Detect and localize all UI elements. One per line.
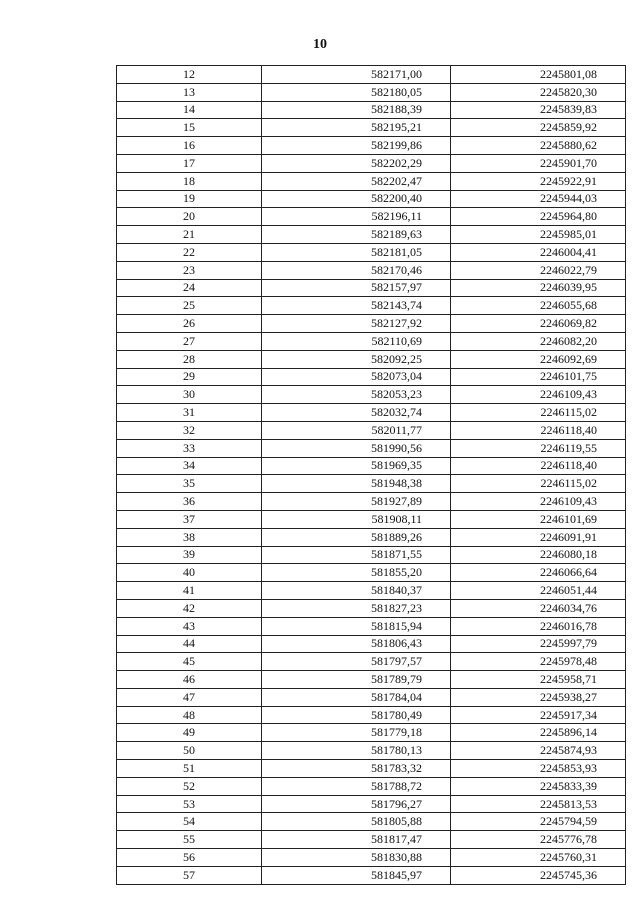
x-coordinate-cell: 582171,00 xyxy=(262,66,451,84)
point-number-cell: 43 xyxy=(117,617,262,635)
y-coordinate-cell: 2246069,82 xyxy=(451,315,626,333)
table-row xyxy=(117,457,626,475)
point-number-cell: 21 xyxy=(117,226,262,244)
point-number-cell: 31 xyxy=(117,404,262,422)
x-coordinate-cell: 581789,79 xyxy=(262,671,451,689)
table-row xyxy=(117,635,626,653)
table-row xyxy=(117,83,626,101)
y-coordinate-cell: 2246066,64 xyxy=(451,564,626,582)
y-coordinate-cell: 2246080,18 xyxy=(451,546,626,564)
point-number-cell: 33 xyxy=(117,439,262,457)
point-number-cell: 46 xyxy=(117,671,262,689)
table-row xyxy=(117,528,626,546)
y-coordinate-cell: 2246034,76 xyxy=(451,599,626,617)
table-row xyxy=(117,172,626,190)
y-coordinate-cell: 2245896,14 xyxy=(451,724,626,742)
x-coordinate-cell: 582189,63 xyxy=(262,226,451,244)
point-number-cell: 54 xyxy=(117,813,262,831)
x-coordinate-cell: 582170,46 xyxy=(262,261,451,279)
table-row xyxy=(117,724,626,742)
point-number-cell: 53 xyxy=(117,795,262,813)
x-coordinate-cell: 581855,20 xyxy=(262,564,451,582)
table-row xyxy=(117,510,626,528)
y-coordinate-cell: 2246055,68 xyxy=(451,297,626,315)
point-number-cell: 56 xyxy=(117,849,262,867)
x-coordinate-cell: 581990,56 xyxy=(262,439,451,457)
table-row xyxy=(117,101,626,119)
y-coordinate-cell: 2245820,30 xyxy=(451,83,626,101)
y-coordinate-cell: 2245964,80 xyxy=(451,208,626,226)
y-coordinate-cell: 2246109,43 xyxy=(451,386,626,404)
point-number-cell: 36 xyxy=(117,493,262,511)
y-coordinate-cell: 2246082,20 xyxy=(451,332,626,350)
y-coordinate-cell: 2245922,91 xyxy=(451,172,626,190)
y-coordinate-cell: 2245997,79 xyxy=(451,635,626,653)
x-coordinate-cell: 581830,88 xyxy=(262,849,451,867)
table-row xyxy=(117,386,626,404)
point-number-cell: 50 xyxy=(117,742,262,760)
table-row xyxy=(117,617,626,635)
y-coordinate-cell: 2245880,62 xyxy=(451,137,626,155)
y-coordinate-cell: 2245958,71 xyxy=(451,671,626,689)
table-row xyxy=(117,279,626,297)
point-number-cell: 12 xyxy=(117,66,262,84)
x-coordinate-cell: 581889,26 xyxy=(262,528,451,546)
point-number-cell: 38 xyxy=(117,528,262,546)
x-coordinate-cell: 581948,38 xyxy=(262,475,451,493)
x-coordinate-cell: 582110,69 xyxy=(262,332,451,350)
x-coordinate-cell: 582092,25 xyxy=(262,350,451,368)
y-coordinate-cell: 2245985,01 xyxy=(451,226,626,244)
x-coordinate-cell: 582073,04 xyxy=(262,368,451,386)
x-coordinate-cell: 581827,23 xyxy=(262,599,451,617)
x-coordinate-cell: 582196,11 xyxy=(262,208,451,226)
point-number-cell: 57 xyxy=(117,866,262,884)
table-row xyxy=(117,154,626,172)
table-row xyxy=(117,671,626,689)
point-number-cell: 22 xyxy=(117,243,262,261)
table-row xyxy=(117,243,626,261)
point-number-cell: 34 xyxy=(117,457,262,475)
point-number-cell: 32 xyxy=(117,421,262,439)
table-row xyxy=(117,760,626,778)
point-number-cell: 27 xyxy=(117,332,262,350)
y-coordinate-cell: 2245801,08 xyxy=(451,66,626,84)
x-coordinate-cell: 581779,18 xyxy=(262,724,451,742)
x-coordinate-cell: 581805,88 xyxy=(262,813,451,831)
y-coordinate-cell: 2245760,31 xyxy=(451,849,626,867)
x-coordinate-cell: 581815,94 xyxy=(262,617,451,635)
x-coordinate-cell: 581845,97 xyxy=(262,866,451,884)
table-row xyxy=(117,350,626,368)
y-coordinate-cell: 2245859,92 xyxy=(451,119,626,137)
x-coordinate-cell: 582202,29 xyxy=(262,154,451,172)
point-number-cell: 16 xyxy=(117,137,262,155)
y-coordinate-cell: 2245745,36 xyxy=(451,866,626,884)
table-row xyxy=(117,582,626,600)
table-row xyxy=(117,119,626,137)
x-coordinate-cell: 581817,47 xyxy=(262,831,451,849)
point-number-cell: 30 xyxy=(117,386,262,404)
table-row xyxy=(117,546,626,564)
x-coordinate-cell: 582143,74 xyxy=(262,297,451,315)
table-row xyxy=(117,137,626,155)
table-row xyxy=(117,315,626,333)
point-number-cell: 29 xyxy=(117,368,262,386)
table-row xyxy=(117,368,626,386)
y-coordinate-cell: 2245978,48 xyxy=(451,653,626,671)
point-number-cell: 48 xyxy=(117,706,262,724)
x-coordinate-cell: 582199,86 xyxy=(262,137,451,155)
point-number-cell: 18 xyxy=(117,172,262,190)
table-row xyxy=(117,332,626,350)
table-row xyxy=(117,66,626,84)
point-number-cell: 37 xyxy=(117,510,262,528)
point-number-cell: 14 xyxy=(117,101,262,119)
y-coordinate-cell: 2246115,02 xyxy=(451,475,626,493)
point-number-cell: 39 xyxy=(117,546,262,564)
x-coordinate-cell: 581783,32 xyxy=(262,760,451,778)
x-coordinate-cell: 581806,43 xyxy=(262,635,451,653)
table-row xyxy=(117,688,626,706)
point-number-cell: 17 xyxy=(117,154,262,172)
x-coordinate-cell: 581784,04 xyxy=(262,688,451,706)
table-row xyxy=(117,208,626,226)
y-coordinate-cell: 2246101,69 xyxy=(451,510,626,528)
x-coordinate-cell: 582157,97 xyxy=(262,279,451,297)
x-coordinate-cell: 582202,47 xyxy=(262,172,451,190)
point-number-cell: 23 xyxy=(117,261,262,279)
x-coordinate-cell: 581840,37 xyxy=(262,582,451,600)
y-coordinate-cell: 2246022,79 xyxy=(451,261,626,279)
x-coordinate-cell: 581871,55 xyxy=(262,546,451,564)
point-number-cell: 28 xyxy=(117,350,262,368)
point-number-cell: 41 xyxy=(117,582,262,600)
table-row xyxy=(117,795,626,813)
y-coordinate-cell: 2245776,78 xyxy=(451,831,626,849)
table-row xyxy=(117,706,626,724)
page-number: 10 xyxy=(313,37,327,52)
coordinates-table-body xyxy=(117,66,626,885)
point-number-cell: 49 xyxy=(117,724,262,742)
x-coordinate-cell: 581797,57 xyxy=(262,653,451,671)
x-coordinate-cell: 581969,35 xyxy=(262,457,451,475)
x-coordinate-cell: 581927,89 xyxy=(262,493,451,511)
table-row xyxy=(117,404,626,422)
x-coordinate-cell: 582053,23 xyxy=(262,386,451,404)
x-coordinate-cell: 581908,11 xyxy=(262,510,451,528)
x-coordinate-cell: 582180,05 xyxy=(262,83,451,101)
y-coordinate-cell: 2246115,02 xyxy=(451,404,626,422)
y-coordinate-cell: 2245833,39 xyxy=(451,777,626,795)
x-coordinate-cell: 582011,77 xyxy=(262,421,451,439)
table-row xyxy=(117,475,626,493)
y-coordinate-cell: 2245917,34 xyxy=(451,706,626,724)
point-number-cell: 40 xyxy=(117,564,262,582)
table-row xyxy=(117,226,626,244)
y-coordinate-cell: 2245901,70 xyxy=(451,154,626,172)
y-coordinate-cell: 2246091,91 xyxy=(451,528,626,546)
x-coordinate-cell: 581796,27 xyxy=(262,795,451,813)
table-row xyxy=(117,599,626,617)
y-coordinate-cell: 2246118,40 xyxy=(451,421,626,439)
point-number-cell: 26 xyxy=(117,315,262,333)
table-row xyxy=(117,653,626,671)
point-number-cell: 25 xyxy=(117,297,262,315)
x-coordinate-cell: 582181,05 xyxy=(262,243,451,261)
table-row xyxy=(117,493,626,511)
y-coordinate-cell: 2246092,69 xyxy=(451,350,626,368)
point-number-cell: 55 xyxy=(117,831,262,849)
point-number-cell: 24 xyxy=(117,279,262,297)
y-coordinate-cell: 2246051,44 xyxy=(451,582,626,600)
y-coordinate-cell: 2246118,40 xyxy=(451,457,626,475)
table-row xyxy=(117,421,626,439)
point-number-cell: 20 xyxy=(117,208,262,226)
x-coordinate-cell: 582032,74 xyxy=(262,404,451,422)
point-number-cell: 35 xyxy=(117,475,262,493)
point-number-cell: 19 xyxy=(117,190,262,208)
x-coordinate-cell: 582188,39 xyxy=(262,101,451,119)
point-number-cell: 44 xyxy=(117,635,262,653)
point-number-cell: 45 xyxy=(117,653,262,671)
table-row xyxy=(117,813,626,831)
y-coordinate-cell: 2245853,93 xyxy=(451,760,626,778)
y-coordinate-cell: 2245839,83 xyxy=(451,101,626,119)
x-coordinate-cell: 581780,13 xyxy=(262,742,451,760)
table-row xyxy=(117,866,626,884)
point-number-cell: 42 xyxy=(117,599,262,617)
y-coordinate-cell: 2246109,43 xyxy=(451,493,626,511)
y-coordinate-cell: 2246101,75 xyxy=(451,368,626,386)
y-coordinate-cell: 2246039,95 xyxy=(451,279,626,297)
point-number-cell: 47 xyxy=(117,688,262,706)
x-coordinate-cell: 582200,40 xyxy=(262,190,451,208)
y-coordinate-cell: 2246004,41 xyxy=(451,243,626,261)
table-row xyxy=(117,297,626,315)
coordinates-table xyxy=(116,65,626,885)
table-row xyxy=(117,439,626,457)
y-coordinate-cell: 2246119,55 xyxy=(451,439,626,457)
y-coordinate-cell: 2245813,53 xyxy=(451,795,626,813)
table-row xyxy=(117,777,626,795)
x-coordinate-cell: 582195,21 xyxy=(262,119,451,137)
y-coordinate-cell: 2245944,03 xyxy=(451,190,626,208)
point-number-cell: 13 xyxy=(117,83,262,101)
point-number-cell: 51 xyxy=(117,760,262,778)
table-row xyxy=(117,190,626,208)
point-number-cell: 52 xyxy=(117,777,262,795)
table-row xyxy=(117,742,626,760)
x-coordinate-cell: 581788,72 xyxy=(262,777,451,795)
point-number-cell: 15 xyxy=(117,119,262,137)
table-row xyxy=(117,849,626,867)
y-coordinate-cell: 2246016,78 xyxy=(451,617,626,635)
table-row xyxy=(117,831,626,849)
table-row xyxy=(117,564,626,582)
y-coordinate-cell: 2245874,93 xyxy=(451,742,626,760)
table-row xyxy=(117,261,626,279)
y-coordinate-cell: 2245938,27 xyxy=(451,688,626,706)
y-coordinate-cell: 2245794,59 xyxy=(451,813,626,831)
x-coordinate-cell: 582127,92 xyxy=(262,315,451,333)
x-coordinate-cell: 581780,49 xyxy=(262,706,451,724)
